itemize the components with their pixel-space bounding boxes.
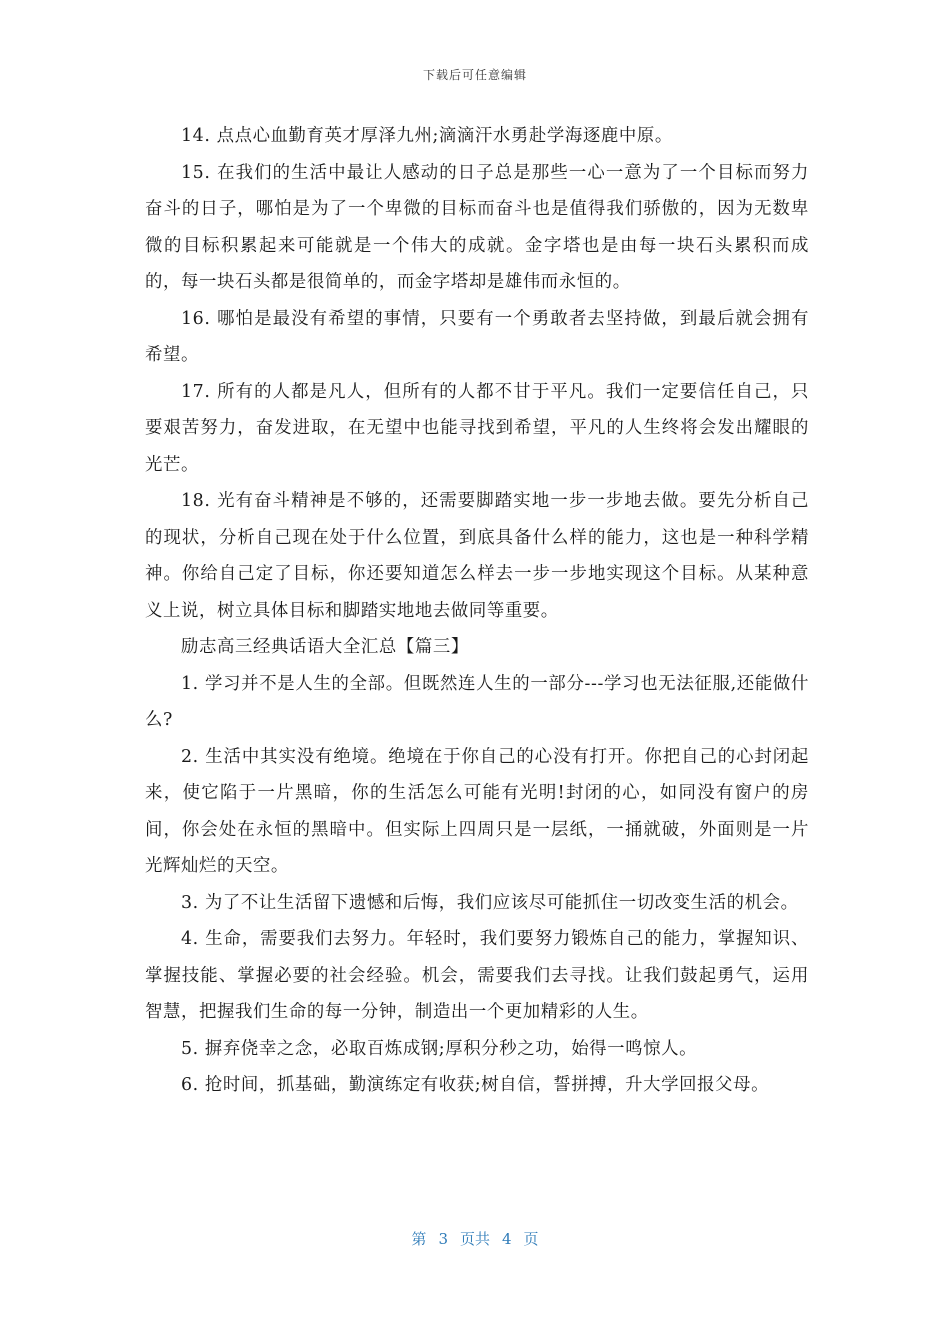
- paragraph-item-15: 15. 在我们的生活中最让人感动的日子总是那些一心一意为了一个目标而努力奋斗的日子，哪怕是为了一个卑微的目标而奋斗也是值得我们骄傲的，因为无数卑微的目标积累起来可能就是一个伟大的成就。金字塔也是由每一块石头累积而成的，每一块石头都是很简单的，而金字塔却是雄伟而永恒的。: [145, 162, 809, 292]
- paragraph-item-5: 5. 摒弃侥幸之念，必取百炼成钢;厚积分秒之功，始得一鸣惊人。: [181, 1038, 698, 1059]
- paragraph-item-18: 18. 光有奋斗精神是不够的，还需要脚踏实地一步一步地去做。要先分析自己的现状，分析自己现在处于什么位置，到底具备什么样的能力，这也是一种科学精神。你给自己定了目标，你还要知道怎么样去一步一步地实现这个目标。从某种意义上说，树立具体目标和脚踏实地地去做同等重要。: [145, 491, 809, 621]
- paragraph-item-16: 16. 哪怕是最没有希望的事情，只要有一个勇敢者去坚持做，到最后就会拥有希望。: [145, 308, 809, 365]
- paragraph-item-6: 6. 抢时间，抓基础，勤演练定有收获;树自信，誓拼搏，升大学回报父母。: [181, 1075, 770, 1095]
- paragraph-item-17: 17. 所有的人都是凡人，但所有的人都不甘于平凡。我们一定要信任自己，只要艰苦努力，奋发进取，在无望中也能寻找到希望，平凡的人生终将会发出耀眼的光芒。: [145, 381, 809, 475]
- footer-total-pages: 4: [502, 1230, 512, 1248]
- section-heading: 励志高三经典话语大全汇总【篇三】: [181, 637, 469, 657]
- footer-suffix: 页: [523, 1230, 539, 1248]
- footer-current-page: 3: [438, 1230, 448, 1248]
- footer-middle: 页共: [459, 1230, 490, 1248]
- footer-prefix: 第: [411, 1230, 427, 1248]
- document-body: [145, 118, 809, 1104]
- page-header: 下载后可任意编辑: [422, 68, 527, 82]
- paragraph-item-4: 4. 生命，需要我们去努力。年轻时，我们要努力锻炼自己的能力，掌握知识、掌握技能、掌握必要的社会经验。机会，需要我们去寻找。让我们鼓起勇气，运用智慧，把握我们生命的每一分钟，制造出一个更加精彩的人生。: [145, 929, 809, 1022]
- paragraph-item-2: 2. 生活中其实没有绝境。绝境在于你自己的心没有打开。你把自己的心封闭起来，使它陷于一片黑暗，你的生活怎么可能有光明!封闭的心，如同没有窗户的房间，你会处在永恒的黑暗中。但实际上四周只是一层纸，一捅就破，外面则是一片光辉灿烂的天空。: [145, 746, 809, 876]
- paragraph-item-14: 14. 点点心血勤育英才厚泽九州;滴滴汗水勇赴学海逐鹿中原。: [181, 126, 673, 146]
- page-footer: [0, 1228, 950, 1249]
- paragraph-item-1: 1. 学习并不是人生的全部。但既然连人生的一部分---学习也无法征服,还能做什么?: [145, 673, 809, 730]
- paragraph-item-3: 3. 为了不让生活留下遗憾和后悔，我们应该尽可能抓住一切改变生活的机会。: [181, 892, 799, 913]
